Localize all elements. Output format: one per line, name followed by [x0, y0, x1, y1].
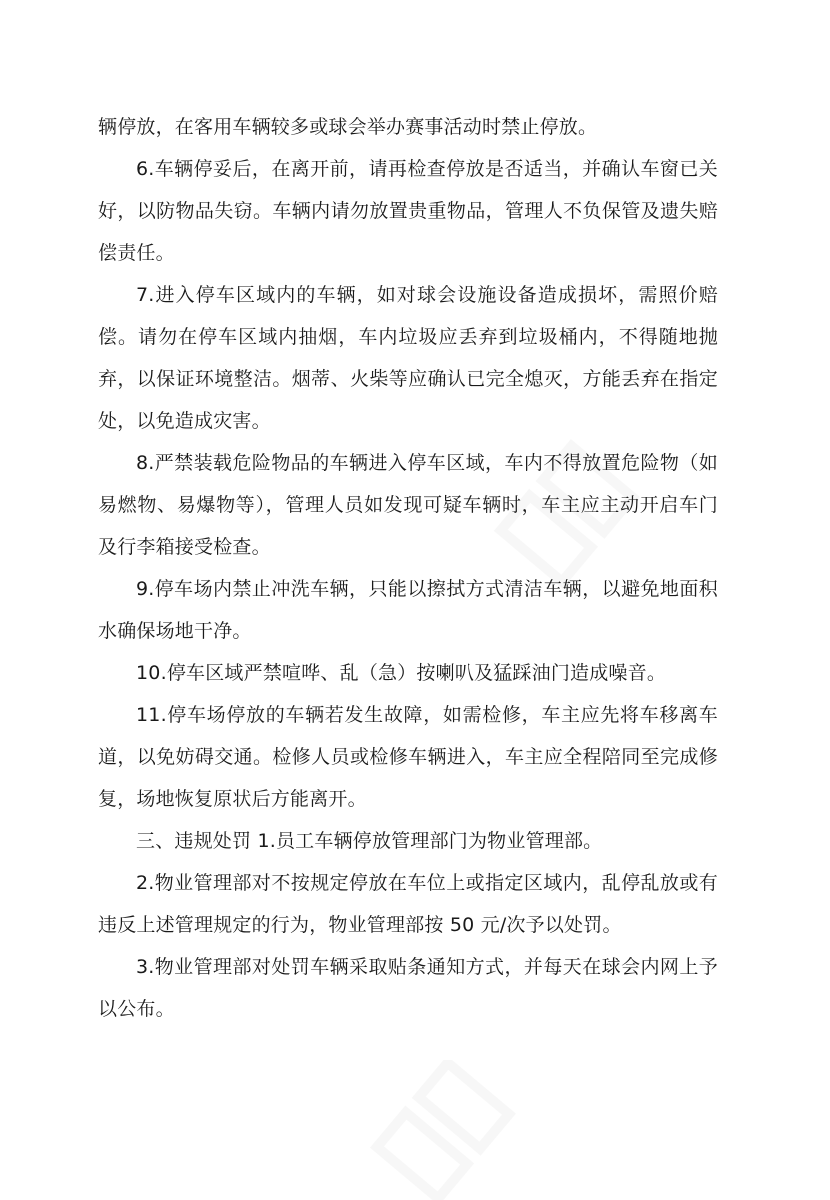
- paragraph-rule-8: 8.严禁装载危险物品的车辆进入停车区域，车内不得放置危险物（如易燃物、易爆物等），管理人员如发现可疑车辆时，车主应主动开启车门及行李箱接受检查。: [98, 452, 718, 558]
- document-body: [98, 106, 718, 1030]
- paragraph-rule-6: 6.车辆停妥后，在离开前，请再检查停放是否适当，并确认车窗已关好，以防物品失窃。车辆内请勿放置贵重物品，管理人不负保管及遗失赔偿责任。: [98, 158, 718, 264]
- paragraph-rule-9: 9.停车场内禁止冲洗车辆，只能以擦拭方式清洁车辆，以避免地面积水确保场地干净。: [98, 578, 718, 642]
- paragraph-penalty-3: 3.物业管理部对处罚车辆采取贴条通知方式，并每天在球会内网上予以公布。: [98, 956, 718, 1020]
- paragraph-rule-7: 7.进入停车区域内的车辆，如对球会设施设备造成损坏，需照价赔偿。请勿在停车区域内抽烟，车内垃圾应丢弃到垃圾桶内，不得随地抛弃，以保证环境整洁。烟蒂、火柴等应确认已完全熄灭，方能丢弃在指定处，以免造成灾害。: [98, 284, 718, 432]
- paragraph-continuation: 辆停放，在客用车辆较多或球会举办赛事活动时禁止停放。: [98, 116, 598, 138]
- watermark-bottom: [340, 1060, 560, 1200]
- paragraph-rule-10: 10.停车区域严禁喧哗、乱（急）按喇叭及猛踩油门造成噪音。: [136, 662, 667, 684]
- paragraph-penalty-2: 2.物业管理部对不按规定停放在车位上或指定区域内，乱停乱放或有违反上述管理规定的行为，物业管理部按 50 元/次予以处罚。: [98, 872, 718, 936]
- paragraph-rule-11: 11.停车场停放的车辆若发生故障，如需检修，车主应先将车移离车道，以免妨碍交通。检修人员或检修车辆进入，车主应全程陪同至完成修复，场地恢复原状后方能离开。: [98, 704, 718, 810]
- paragraph-section-penalties: 三、违规处罚 1.员工车辆停放管理部门为物业管理部。: [136, 830, 603, 852]
